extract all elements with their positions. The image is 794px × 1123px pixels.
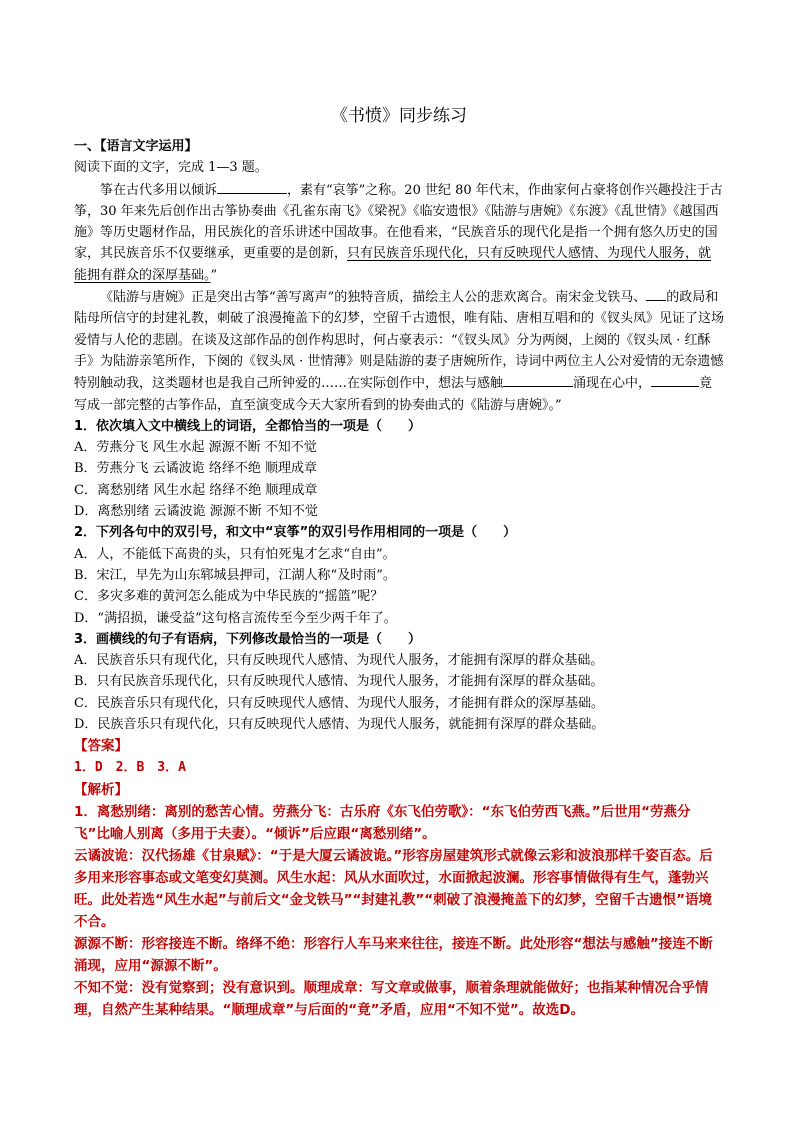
- option-c: C．离愁别绪 风生水起 络绎不绝 顺理成章: [74, 482, 318, 498]
- document-page: [74, 102, 724, 1021]
- question-stem: 1．依次填入文中横线上的词语，全都恰当的一项是（ ）: [74, 418, 422, 434]
- option-a: A．劳燕分飞 风生水起 源源不断 不知不觉: [74, 440, 317, 456]
- question-1: [74, 416, 724, 522]
- question-3: [74, 629, 724, 735]
- option-b: B．劳燕分飞 云谲波诡 络绎不绝 顺理成章: [74, 461, 317, 477]
- option-d: D．离愁别绪 云谲波诡 源源不断 不知不觉: [74, 504, 318, 520]
- fill-blank-4: [651, 372, 699, 387]
- option-d: D．“满招损，谦受益”这句格言流传至今至少两千年了。: [74, 610, 397, 626]
- analysis-paragraph: 不知不觉：没有觉察到；没有意识到。顺理成章：写文章或做事，顺着条理就能做好；也指某种情况合乎情理，自然产生某种结果。“顺理成章”与后面的“竟”矛盾，应用“不知不觉”。故选D。: [74, 979, 709, 1018]
- option-d: D．民族音乐只有现代化，只有反映现代人感情、为现代人服务，就能拥有深厚的群众基础。: [74, 717, 605, 733]
- answer-label: 【答案】: [74, 738, 128, 755]
- option-a: A．民族音乐只有现代化，只有反映现代人感情、为现代人服务，才能拥有深厚的群众基础。: [74, 653, 604, 669]
- answer-text: 1．D 2．B 3．A: [74, 760, 186, 776]
- option-a: A．人，不能低下高贵的头，只有怕死鬼才乞求“自由”。: [74, 546, 396, 562]
- analysis-label: 【解析】: [74, 781, 128, 798]
- passage-paragraph-1: 筝在古代多用以倾诉 ，素有“哀筝”之称。20 世纪 80 年代末，作曲家何占豪将创作兴趣投注于古筝，30 年来先后创作出古筝协奏曲《孔雀东南飞》《梁祝》《临安遗恨》《陆游与唐婉》《东渡》《乱世情》《越国西施》等历史题材作品，用民族化的音乐讲述中国故事。在他看来，“民族音乐的现代化是指一个拥有悠久历史的国家，其民族音乐不仅要继承，更重要的是创新，只有民族音乐现代化，只有反映现代人感情、为现代人服务，就能拥有群众的深厚基础。”: [74, 179, 724, 286]
- option-c: C．多灾多难的黄河怎么能成为中华民族的“摇篮”呢？: [74, 589, 384, 605]
- underlined-sentence: 只有民族音乐现代化，只有反映现代人感情、为现代人服务，就能拥有群众的深厚基础。: [74, 246, 712, 283]
- analysis-paragraph: 1．离愁别绪：离别的愁苦心情。劳燕分飞：古乐府《东飞伯劳歌》：“东飞伯劳西飞燕。”后世用“劳燕分飞”比喻人别离（多用于夫妻）。“倾诉”后应跟“离愁别绪”。: [74, 803, 691, 842]
- fill-blank-1: [217, 179, 287, 194]
- option-c: C．民族音乐只有现代化，只有反映现代人感情、为现代人服务，才能拥有群众的深厚基础。: [74, 695, 604, 711]
- option-b: B．只有民族音乐现代化，只有反映现代人感情、为现代人服务，才能拥有深厚的群众基础。: [74, 674, 604, 690]
- question-stem: 3．画横线的句子有语病，下列修改最恰当的一项是（ ）: [74, 631, 422, 647]
- section-heading: 一、【语言文字运用】: [74, 139, 198, 154]
- question-stem: 2．下列各句中的双引号，和文中“哀筝”的双引号作用相同的一项是（ ）: [74, 525, 517, 541]
- fill-blank-2: [646, 286, 666, 301]
- intro-text: 阅读下面的文字，完成 1—3 题。: [74, 160, 268, 176]
- question-2: [74, 522, 724, 628]
- passage-paragraph-2: 《陆游与唐婉》正是突出古筝“善写离声”的独特音质，描绘主人公的悲欢离合。南宋金戈铁马、 的政局和陆母所信守的封建礼教，刺破了浪漫掩盖下的幻梦，空留千古遗恨，唯有陆、唐相互唱和的《钗头凤》见证了这场爱情与人伦的悲剧。在谈及这部作品的创作构思时，何占豪表示：“《钗头凤》分为两阕，上阕的《钗头凤 · 红酥手》为陆游亲笔所作，下阕的《钗头凤 · 世情薄》则是陆游的妻子唐婉所作，诗词中两位主人公对爱情的无奈遗憾特别触动我，这类题材也是我自己所钟爱的……在实际创作中，想法与感触 涌现在心中， 竟写成一部完整的古筝作品，直至演变成今天大家所看到的协奏曲式的《陆游与唐婉》。”: [74, 286, 724, 416]
- analysis-paragraph: 源源不断：形容接连不断。络绎不绝：形容行人车马来来往往，接连不断。此处形容“想法与感触”接连不断涌现，应用“源源不断”。: [74, 935, 713, 974]
- analysis-paragraph: 云谲波诡：汉代扬雄《甘泉赋》：“于是大厦云谲波诡。”形容房屋建筑形式就像云彩和波浪那样千姿百态。后多用来形容事态或文笔变幻莫测。风生水起：风从水面吹过，水面掀起波澜。形容事情做得有生气，蓬勃兴旺。此处若选“风生水起”与前后文“金戈铁马”“封建礼教”“刺破了浪漫掩盖下的幻梦，空留千古遗恨”语境不合。: [74, 847, 713, 930]
- page-title: 《书愤》同步练习: [331, 106, 467, 126]
- option-b: B．宋江，早先为山东郓城县押司，江湖人称“及时雨”。: [74, 567, 396, 583]
- fill-blank-3: [503, 372, 573, 387]
